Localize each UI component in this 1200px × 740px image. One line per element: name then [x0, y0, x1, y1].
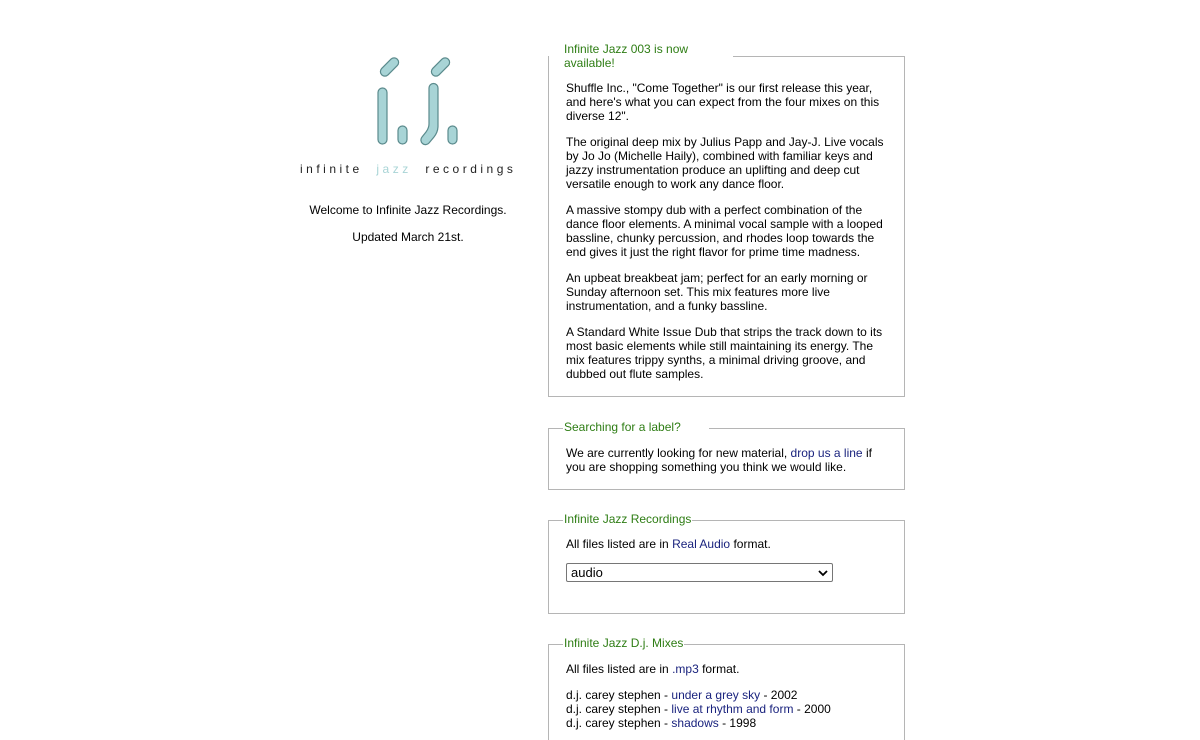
brand-tagline [300, 162, 516, 176]
mix-year: - 1998 [718, 716, 757, 730]
tagline-recordings: recordings [425, 162, 517, 176]
list-item [566, 716, 887, 730]
mixes-body [549, 644, 904, 740]
panel-border [549, 428, 563, 429]
drop-us-a-line-link[interactable]: drop us a line [790, 446, 863, 460]
panel-border [549, 520, 563, 521]
mix-artist: d.j. carey stephen - [566, 688, 672, 702]
news-body [549, 56, 904, 395]
mixes-text-after: format. [702, 662, 740, 676]
updated-text: Updated March 21st. [352, 230, 464, 244]
label-search-body [549, 428, 904, 488]
panel-border [683, 644, 904, 645]
welcome-text: Welcome to Infinite Jazz Recordings. [309, 203, 507, 217]
sidebar [300, 48, 516, 244]
mix-year: - 2002 [760, 688, 798, 702]
real-audio-link[interactable]: Real Audio [672, 537, 731, 551]
recordings-panel [548, 512, 905, 614]
news-paragraph: The original deep mix by Julius Papp and Jay-J. Live vocals by Jo Jo (Michelle Haily), combined with familiar keys and jazzy instrumentation produce an uplifting and deep cut versatile enough to work any dance floor. [566, 135, 884, 191]
news-paragraph: Shuffle Inc., "Come Together" is our first release this year, and here's what you can expect from the four mixes on this diverse 12". [566, 81, 880, 123]
tagline-jazz: jazz [376, 162, 412, 176]
mix-title-link[interactable]: under a grey sky [671, 688, 761, 702]
label-search-text-after: if you are shopping something you think we would like. [566, 446, 872, 474]
label-search-panel [548, 420, 905, 490]
mix-title-link[interactable]: live at rhythm and form [671, 702, 794, 716]
brand-logo-icon[interactable] [358, 48, 458, 148]
mixes-panel [548, 636, 905, 740]
mix-title-link[interactable]: shadows [671, 716, 719, 730]
mp3-link[interactable]: .mp3 [672, 662, 699, 676]
recordings-body [549, 520, 904, 596]
panel-border [691, 520, 904, 521]
list-item [566, 688, 887, 702]
mix-artist: d.j. carey stephen - [566, 702, 672, 716]
news-panel-border [731, 56, 904, 57]
news-legend: Infinite Jazz 003 is now available! [563, 42, 733, 70]
mixes-legend: Infinite Jazz D.j. Mixes [564, 636, 684, 650]
recordings-legend: Infinite Jazz Recordings [564, 512, 692, 526]
panel-border [549, 644, 563, 645]
audio-select[interactable] [566, 563, 833, 582]
news-panel [548, 42, 905, 397]
mix-artist: d.j. carey stephen - [566, 716, 672, 730]
recordings-text: All files listed are in [566, 537, 669, 551]
label-search-text: We are currently looking for new material, [566, 446, 788, 460]
mix-year: - 2000 [793, 702, 831, 716]
recordings-text-after: format. [733, 537, 771, 551]
audio-select-value: audio [571, 565, 603, 580]
panel-border [709, 428, 904, 429]
chevron-down-icon [817, 565, 829, 581]
news-paragraph: A massive stompy dub with a perfect combination of the dance floor elements. A minimal vocal sample with a looped bassline, chunky percussion, and rhodes loop towards the end gives it just the right flavor for prime time madness. [566, 203, 883, 259]
label-search-legend: Searching for a label? [564, 420, 681, 434]
tagline-infinite: infinite [300, 162, 363, 176]
mixes-text: All files listed are in [566, 662, 669, 676]
list-item [566, 702, 887, 716]
news-paragraph: A Standard White Issue Dub that strips the track down to its most basic elements while still maintaining its energy. The mix features trippy synths, a minimal driving groove, and dubbed out flute samples. [566, 325, 883, 381]
news-paragraph: An upbeat breakbeat jam; perfect for an early morning or Sunday afternoon set. This mix features more live instrumentation, and a funky bassline. [566, 271, 868, 313]
mix-list [566, 688, 887, 730]
